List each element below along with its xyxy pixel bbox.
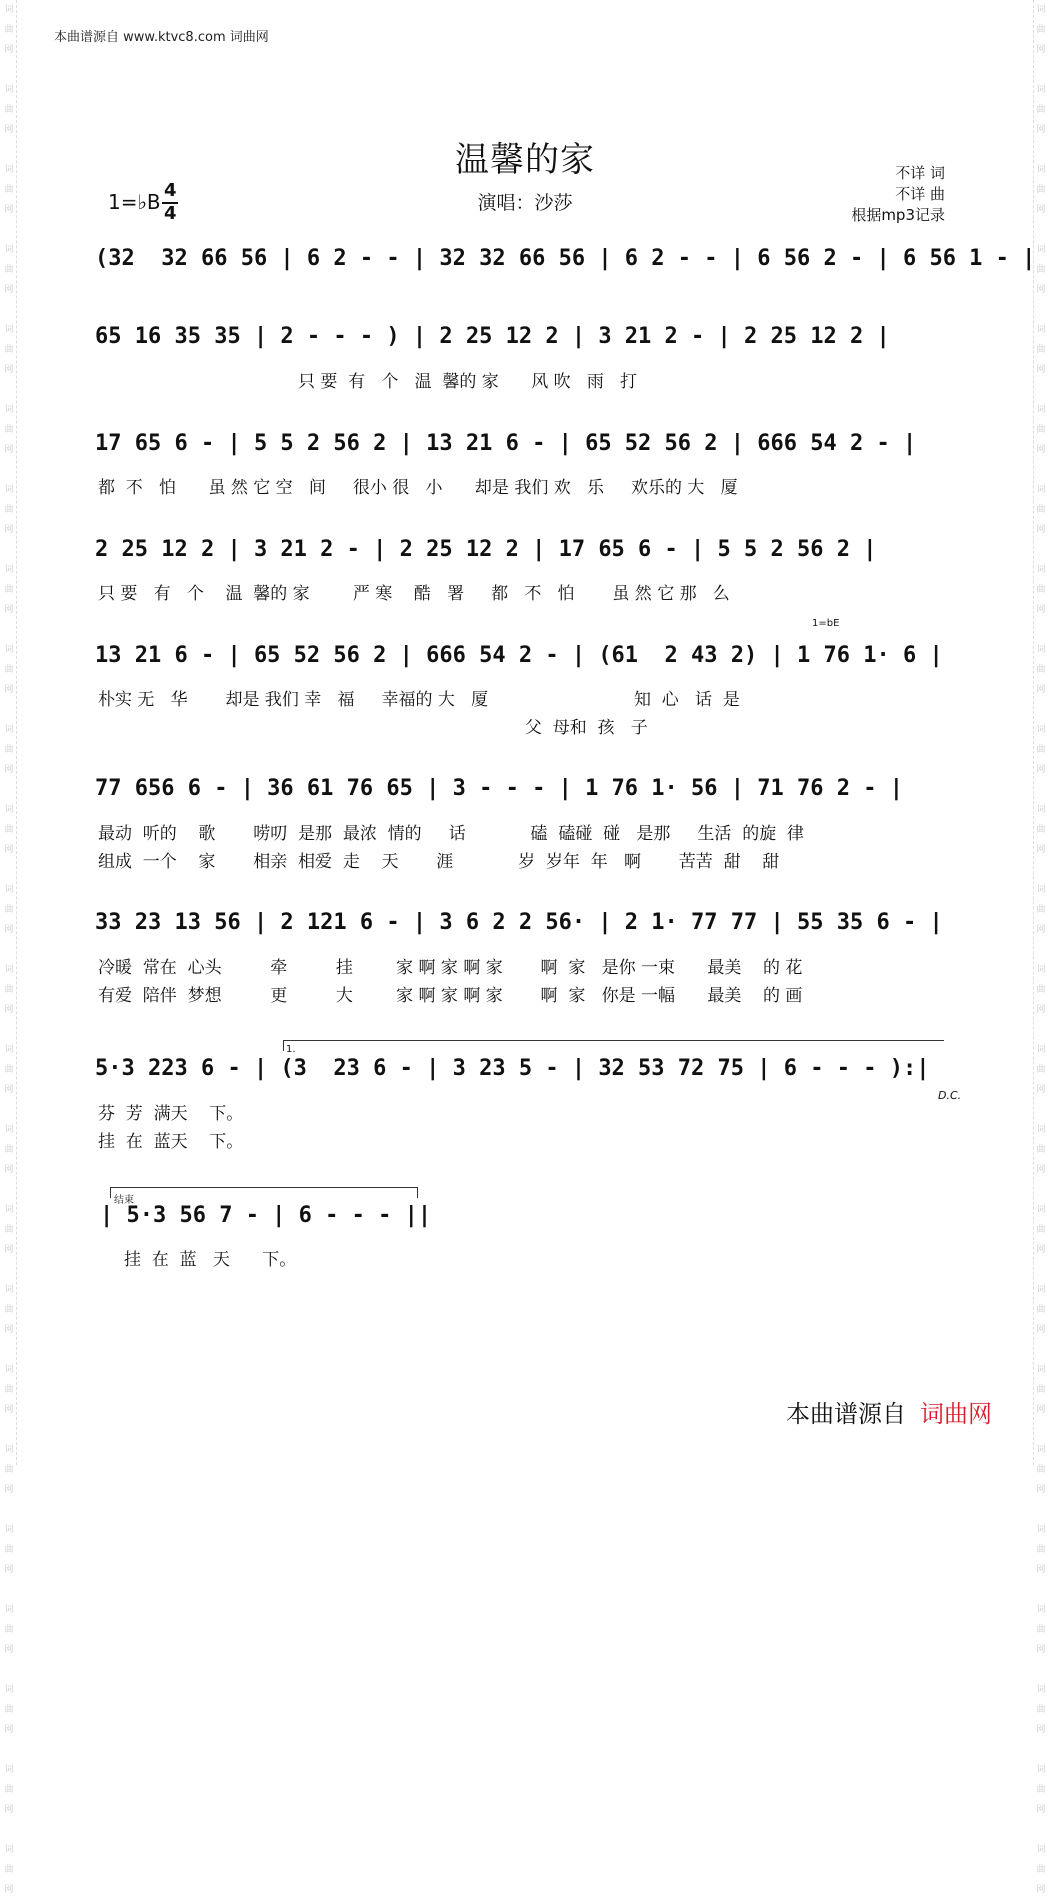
key-signature: 1=♭B: [108, 190, 161, 214]
lyricist-credit: 不详 词: [895, 164, 945, 182]
time-sig-bottom: 4: [164, 203, 177, 224]
footer-source: [786, 1394, 992, 1429]
lyrics-row-7a: 冷暖 常在 心头 牵 挂 家 啊 家 啊 家 啊 家 是你 一束 最美 的 花: [98, 958, 803, 978]
score-row-4: 2 25 12 2 | 3 21 2 - | 2 25 12 2 | 17 65 6 - | 5 5 2 56 2 |: [95, 537, 877, 562]
header-source: 本曲谱源自 www.ktvc8.com 词曲网: [54, 30, 269, 45]
composer-credit: 不详 曲: [895, 185, 945, 203]
ending-bracket: [110, 1187, 418, 1198]
time-sig-top: 4: [164, 180, 177, 201]
lyrics-row-8b: 挂 在 蓝天 下。: [98, 1132, 244, 1152]
score-row-9: | 5·3 56 7 - | 6 - - - ||: [100, 1203, 432, 1228]
song-title: 温馨的家: [455, 140, 595, 180]
score-row-5: 13 21 6 - | 65 52 56 2 | 666 54 2 - | (61 2 43 2) | 1 76 1· 6 |: [95, 643, 943, 668]
dc-mark: D.C.: [938, 1089, 962, 1102]
lyrics-row-8a: 芬 芳 满天 下。: [98, 1104, 244, 1124]
source-credit: 根据mp3记录: [851, 206, 945, 224]
footer-prefix: 本曲谱源自: [786, 1400, 906, 1428]
score-row-3: 17 65 6 - | 5 5 2 56 2 | 13 21 6 - | 65 52 56 2 | 666 54 2 - |: [95, 431, 917, 456]
score-row-8: 5·3 223 6 - | (3 23 6 - | 3 23 5 - | 32 53 72 75 | 6 - - - ):|: [95, 1056, 930, 1081]
lyrics-row-6a: 最动 听的 歌 唠叨 是那 最浓 情的 话 磕 磕碰 碰 是那 生活 的旋 律: [98, 824, 804, 844]
score-row-7: 33 23 13 56 | 2 121 6 - | 3 6 2 2 56· | 2 1· 77 77 | 55 35 6 - |: [95, 910, 943, 935]
lyrics-row-2: 只 要 有 个 温 馨的 家 风 吹 雨 打: [98, 372, 638, 392]
side-watermark-right: 词 曲 网 词 曲 网 词 曲 网 词 曲 网 词 曲 网 词 曲 网 词 曲 网 词 曲 网 词 曲 网 词 曲 网 词 曲 网 词 曲 网 词 曲 网 词 曲 网 词 曲 网 词 曲 网 词 曲 网 词 曲 网 词 曲 网 词 曲 网 词 曲 网 词 曲 网 词 曲 网 词 曲 网: [1033, 0, 1048, 1465]
lyrics-row-9: 挂 在 蓝 天 下。: [124, 1250, 297, 1270]
singer: 演唱：沙莎: [477, 192, 573, 214]
side-watermark-left: 词 曲 网 词 曲 网 词 曲 网 词 曲 网 词 曲 网 词 曲 网 词 曲 网 词 曲 网 词 曲 网 词 曲 网 词 曲 网 词 曲 网 词 曲 网 词 曲 网 词 曲 网 词 曲 网 词 曲 网 词 曲 网 词 曲 网 词 曲 网 词 曲 网 词 曲 网 词 曲 网 词 曲 网: [2, 0, 17, 1465]
lyrics-row-5a: 朴实 无 华 却是 我们 幸 福 幸福的 大 厦 知 心 话 是: [98, 690, 740, 710]
lyrics-row-6b: 组成 一个 家 相亲 相爱 走 天 涯 岁 岁年 年 啊 苦苦 甜 甜: [98, 852, 780, 872]
lyrics-row-3: 都 不 怕 虽 然 它 空 间 很小 很 小 却是 我们 欢 乐 欢乐的 大 厦: [98, 478, 738, 498]
lyrics-row-4: 只 要 有 个 温 馨的 家 严 寒 酷 署 都 不 怕 虽 然 它 那 么: [98, 584, 730, 604]
volta-bracket: [283, 1040, 944, 1051]
footer-site-link[interactable]: 词曲网: [920, 1400, 992, 1428]
ending-label: 结束: [114, 1195, 134, 1206]
volta-1-label: 1.: [286, 1044, 296, 1055]
lyrics-row-5b: 父 母和 孩 子: [98, 718, 648, 738]
score-row-6: 77 656 6 - | 36 61 76 65 | 3 - - - | 1 76 1· 56 | 71 76 2 - |: [95, 776, 903, 801]
lyrics-row-7b: 有爱 陪伴 梦想 更 大 家 啊 家 啊 家 啊 家 你是 一幅 最美 的 画: [98, 986, 803, 1006]
score-row-1: (32 32 66 56 | 6 2 - - | 32 32 66 56 | 6 2 - - | 6 56 2 - | 6 56 1 - |: [95, 246, 1036, 271]
score-row-2: 65 16 35 35 | 2 - - - ) | 2 25 12 2 | 3 21 2 - | 2 25 12 2 |: [95, 324, 890, 349]
key-change: 1=bE: [812, 618, 840, 629]
